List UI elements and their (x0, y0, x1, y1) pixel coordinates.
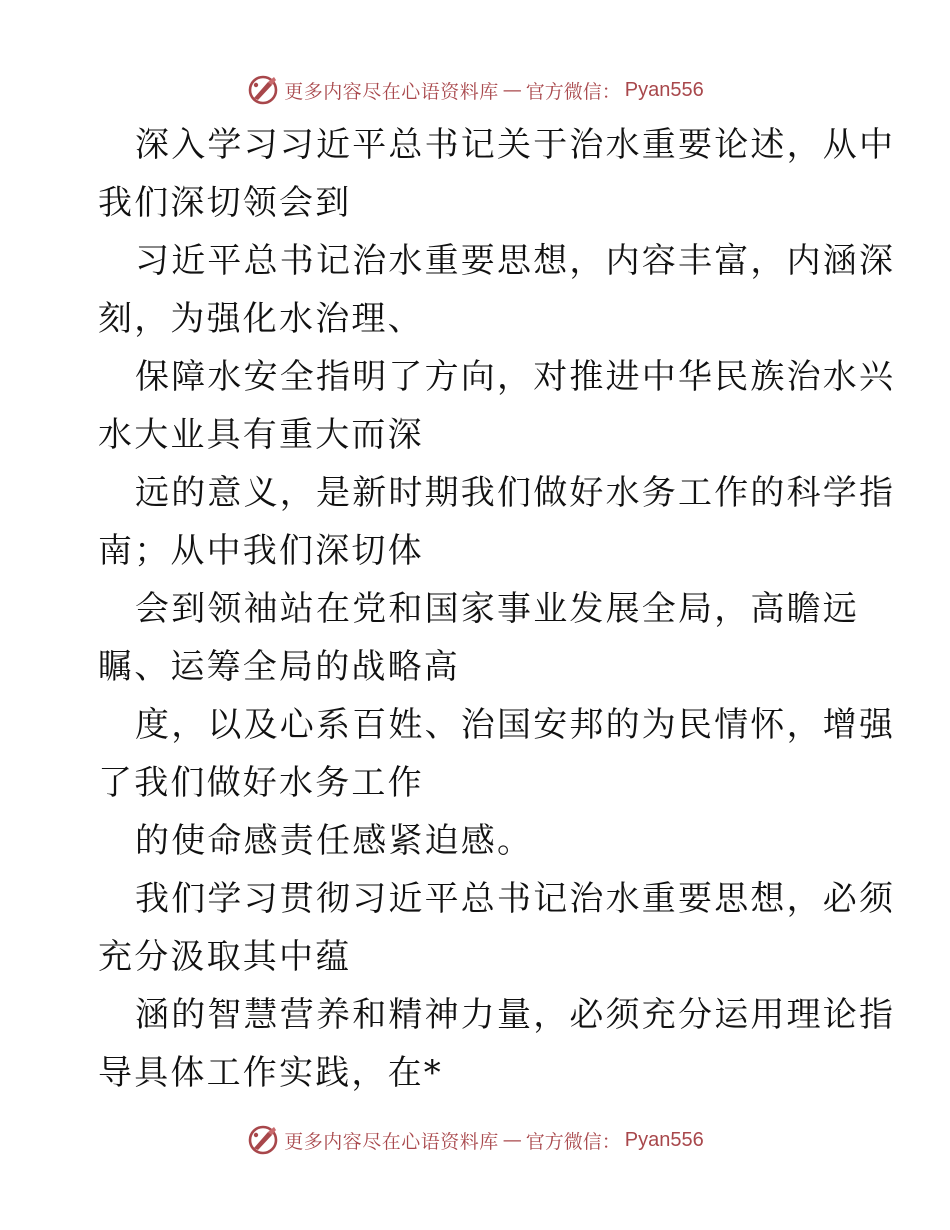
footer-separator: — (502, 1129, 522, 1151)
header-banner (0, 70, 950, 110)
body-line: 习近平总书记治水重要思想，内容丰富，内涵深 (135, 241, 896, 281)
footer-banner (0, 1120, 950, 1160)
header-site-text: 更多内容尽在心语资料库 (284, 80, 499, 103)
body-line: 会到领袖站在党和国家事业发展全局，高瞻远 (135, 589, 859, 629)
body-line: 我们深切领会到 (98, 183, 352, 223)
body-line: 了我们做好水务工作 (98, 763, 424, 803)
body-line: 的使命感责任感紧迫感。 (135, 821, 534, 861)
body-line: 度，以及心系百姓、治国安邦的为民情怀，增强 (135, 705, 896, 745)
body-line: 南；从中我们深切体 (98, 531, 424, 571)
footer-site-text: 更多内容尽在心语资料库 (284, 1130, 499, 1153)
footer-wechat-id: Pyan556 (624, 1128, 704, 1151)
body-line: 导具体工作实践，在* (98, 1053, 443, 1093)
body-line: 涵的智慧营养和精神力量，必须充分运用理论指 (135, 995, 896, 1035)
body-line: 充分汲取其中蕴 (98, 937, 352, 977)
body-line: 远的意义，是新时期我们做好水务工作的科学指 (135, 473, 896, 513)
quill-pen-logo-icon (246, 1123, 280, 1157)
footer-wechat-label: 官方微信： (525, 1130, 621, 1153)
body-line: 我们学习贯彻习近平总书记治水重要思想，必须 (135, 879, 896, 919)
body-line: 水大业具有重大而深 (98, 415, 424, 455)
body-line: 瞩、运筹全局的战略高 (98, 647, 460, 687)
body-line: 深入学习习近平总书记关于治水重要论述，从中 (135, 125, 896, 165)
header-separator: — (502, 79, 522, 101)
quill-pen-logo-icon (246, 73, 280, 107)
body-line: 保障水安全指明了方向，对推进中华民族治水兴 (135, 357, 896, 397)
body-line: 刻，为强化水治理、 (98, 299, 424, 339)
document-body (98, 116, 896, 1102)
header-wechat-label: 官方微信： (525, 80, 621, 103)
header-wechat-id: Pyan556 (624, 78, 704, 101)
